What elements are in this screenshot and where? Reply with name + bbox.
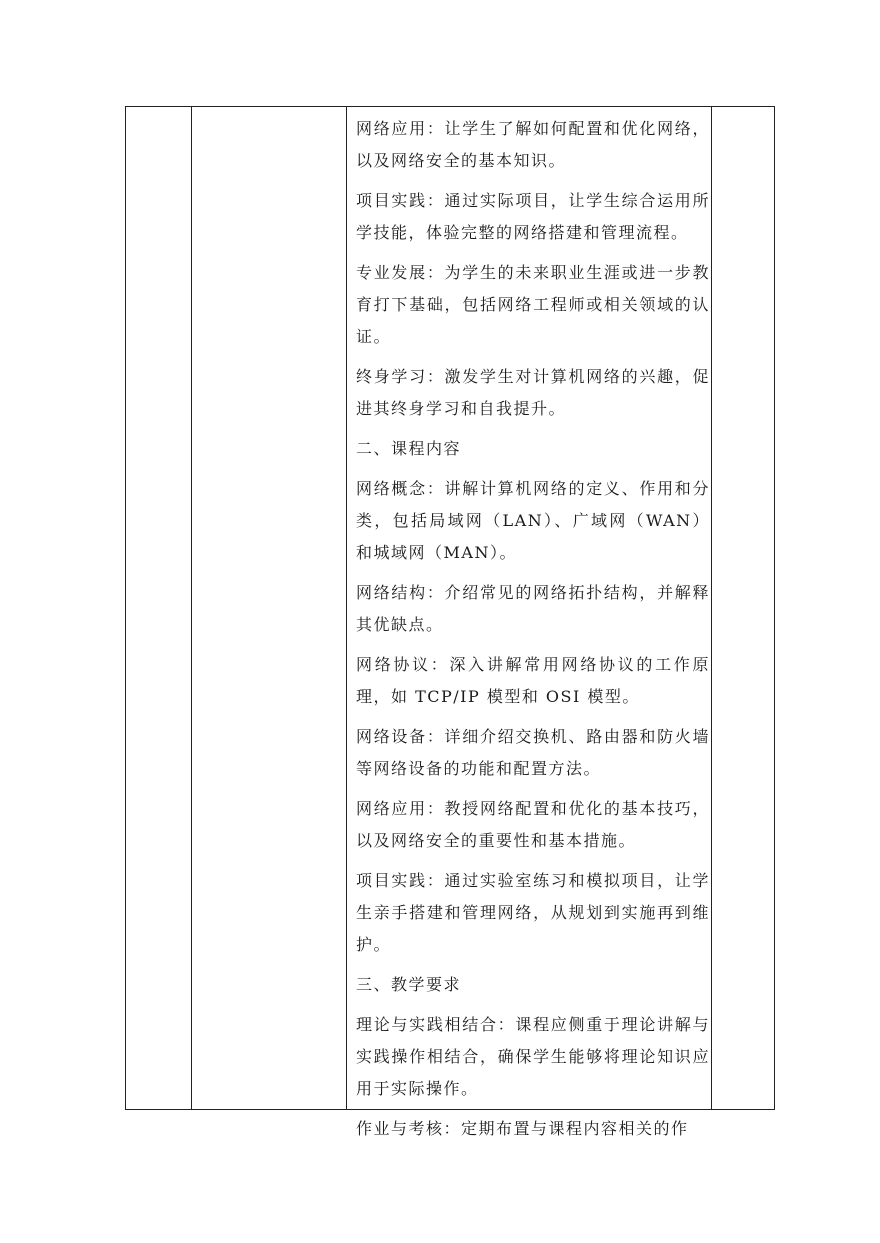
section-heading-course-content: 二、课程内容 — [356, 439, 462, 458]
paragraph-lifelong-learning: 终身学习：激发学生对计算机网络的兴趣，促进其终身学习和自我提升。 — [356, 367, 710, 418]
paragraph-assignments-assessment: 作业与考核：定期布置与课程内容相关的作 — [356, 1119, 689, 1138]
paragraph-theory-practice: 理论与实践相结合：课程应侧重于理论讲解与实践操作相结合，确保学生能够将理论知识应用于实际操作。 — [356, 1015, 710, 1098]
paragraph-network-applications-teaching: 网络应用：教授网络配置和优化的基本技巧，以及网络安全的重要性和基本措施。 — [356, 799, 710, 850]
paragraph-project-practice-lab: 项目实践：通过实验室练习和模拟项目，让学生亲手搭建和管理网络，从规划到实施再到维护。 — [356, 871, 710, 954]
paragraph-professional-development: 专业发展：为学生的未来职业生涯或进一步教育打下基础，包括网络工程师或相关领域的认证。 — [356, 263, 710, 346]
section-heading-teaching-requirements: 三、教学要求 — [356, 975, 462, 994]
content-cell — [347, 107, 712, 1138]
column-divider-1 — [191, 107, 192, 1109]
paragraph-network-structure: 网络结构：介绍常见的网络拓扑结构，并解释其优缺点。 — [356, 583, 710, 634]
paragraph-network-application: 网络应用：让学生了解如何配置和优化网络，以及网络安全的基本知识。 — [356, 119, 710, 170]
paragraph-network-protocols: 网络协议：深入讲解常用网络协议的工作原理，如 TCP/IP 模型和 OSI 模型。 — [356, 655, 710, 706]
table-frame — [125, 106, 775, 1138]
paragraph-network-concepts: 网络概念：讲解计算机网络的定义、作用和分类，包括局域网（LAN）、广域网（WAN）和城域网（MAN）。 — [356, 479, 710, 562]
paragraph-network-devices: 网络设备：详细介绍交换机、路由器和防火墙等网络设备的功能和配置方法。 — [356, 727, 710, 778]
paragraph-project-practice: 项目实践：通过实际项目，让学生综合运用所学技能，体验完整的网络搭建和管理流程。 — [356, 191, 710, 242]
